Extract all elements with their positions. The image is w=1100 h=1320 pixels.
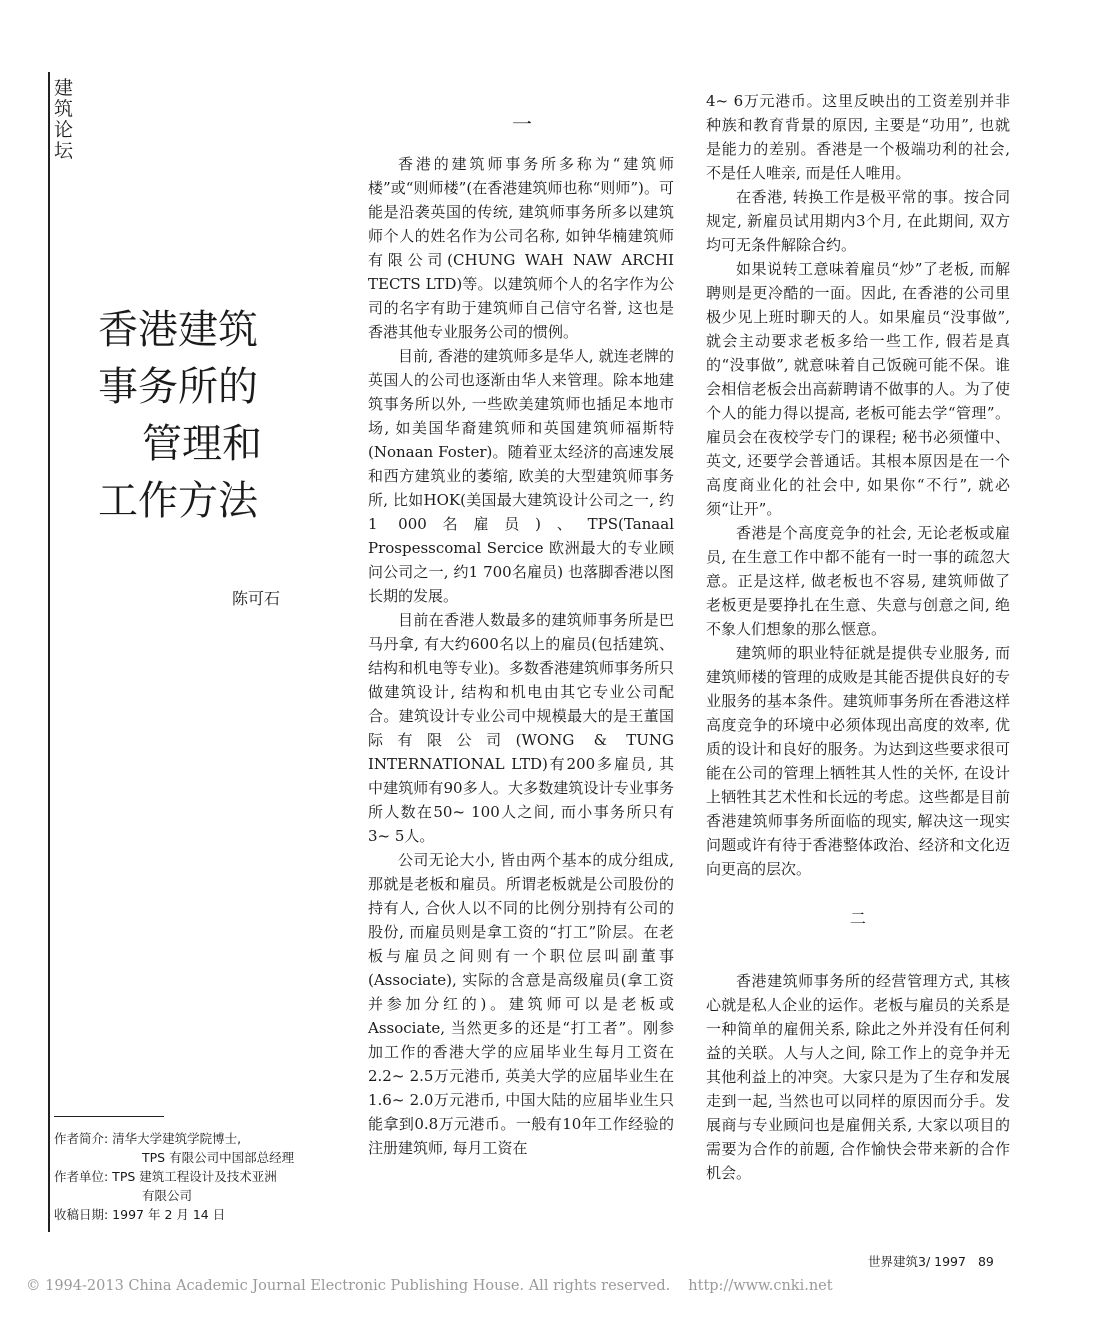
journal-issue: 世界建筑3/ 1997 <box>868 1254 966 1269</box>
footnote-line: TPS 有限公司中国部总经理 <box>142 1150 295 1165</box>
author-name: 陈可石 <box>232 589 281 608</box>
title-line: 事务所的 <box>98 364 258 410</box>
footnote-divider <box>54 1116 164 1117</box>
paragraph: 建筑师的职业特征就是提供专业服务, 而建筑师楼的管理的成败是其能否提供良好的专业服务的基本条件。建筑师事务所在香港这样高度竞争的环境中必须体现出高度的效率, 优质的设计和良好的服务。为达到这些要求很可能在公司的管理上牺牲其人性的关怀, 在设计上牺牲其艺术性和长远的考虑。这些都是目前香港建筑师事务所面临的现实, 解决这一现实问题或许有待于香港整体政治、经济和文化迈向更高的层次。 <box>706 644 1010 878</box>
paragraph: 如果说转工意味着雇员“炒”了老板, 而解聘则是更冷酷的一面。因此, 在香港的公司里极少见上班时聊天的人。如果雇员“没事做”, 就会主动要求老板多给一些工作, 假若是真的“没事做”, 就意味着自己饭碗可能不保。谁会相信老板会出高薪聘请不做事的人。为了使个人的能力得以提高, 老板可能去学“管理”。雇员会在夜校学专门的课程; 秘书必须懂中、英文, 还要学会普通话。其根本原因是在一个高度商业化的社会中, 如果你“不行”, 就必须“让开”。 <box>706 260 1010 518</box>
paragraph: 公司无论大小, 皆由两个基本的成分组成, 那就是老板和雇员。所谓老板就是公司股份的持有人, 合伙人以不同的比例分别持有公司的股份, 而雇员则是拿工资的“打工”阶层。在老板与雇员之间则有一个职位层叫副董事(Associate), 实际的含意是高级雇员(拿工资并参加分红的)。建筑师可以是老板或Associate, 当然更多的还是“打工者”。刚参加工作的香港大学的应届毕业生每月工资在2.2~ 2.5万元港币, 英美大学的应届毕业生在1.6~ 2.0万元港币, 中国大陆的应届毕业生只能拿到0.8万元港币。一般有10年工作经验的注册建筑师, 每月工资在 <box>368 851 674 1157</box>
middle-column <box>368 152 674 1160</box>
footnote-line: 有限公司 <box>142 1188 193 1203</box>
article-title <box>98 302 268 530</box>
paragraph: 在香港, 转换工作是极平常的事。按合同规定, 新雇员试用期内3个月, 在此期间, 双方均可无条件解除合约。 <box>706 188 1010 254</box>
paragraph: 4~ 6万元港币。这里反映出的工资差别并非种族和教育背景的原因, 主要是“功用”, 也就是能力的差别。香港是一个极端功利的社会, 不是任人唯亲, 而是任人唯用。 <box>706 92 1010 182</box>
copyright-line <box>26 1278 833 1294</box>
footnote-line: 作者单位: TPS 建筑工程设计及技术亚洲 <box>54 1169 277 1184</box>
author-footnotes <box>54 1129 344 1224</box>
section-one-heading: 一 <box>512 112 532 136</box>
paragraph: 香港的建筑师事务所多称为“建筑师楼”或“则师楼”(在香港建筑师也称“则师”)。可能是沿袭英国的传统, 建筑师事务所多以建筑师个人的姓名作为公司名称, 如钟华楠建筑师有限公司(CHUNG WAH NAW ARCHI TECTS LTD)等。以建筑师个人的名字作为公司的名字有助于建筑师自己信守名誉, 这也是香港其他专业服务公司的惯例。 <box>368 155 674 341</box>
section-tag: 建筑论坛 <box>54 77 74 162</box>
title-line: 管理和 <box>142 421 262 467</box>
running-footer <box>868 1252 994 1270</box>
margin-rule <box>48 72 50 1232</box>
paragraph: 香港建筑师事务所的经营管理方式, 其核心就是私人企业的运作。老板与雇员的关系是一种简单的雇佣关系, 除此之外并没有任何利益的关联。人与人之间, 除工作上的竞争并无其他利益上的冲突。大家只是为了生存和发展走到一起, 当然也可以同样的原因而分手。发展商与专业顾问也是雇佣关系, 大家以项目的需要为合作的前题, 合作愉快会带来新的合作机会。 <box>706 972 1010 1182</box>
paragraph: 目前, 香港的建筑师多是华人, 就连老牌的英国人的公司也逐渐由华人来管理。除本地建筑事务所以外, 一些欧美建筑师也插足本地市场, 如美国华裔建筑师和英国建筑师福斯特(Nonaan Foster)。随着亚太经济的高速发展和西方建筑业的萎缩, 欧美的大型建筑师事务所, 比如HOK(美国最大建筑设计公司之一, 约1 000名雇员)、TPS(Tanaal Prospesscomal Sercice 欧洲最大的专业顾问公司之一, 约1 700名雇员) 也落脚香港以图长期的发展。 <box>368 347 674 605</box>
right-column <box>706 89 1010 1185</box>
paragraph: 目前在香港人数最多的建筑师事务所是巴马丹拿, 有大约600名以上的雇员(包括建筑、结构和机电等专业)。多数香港建筑师事务所只做建筑设计, 结构和机电由其它专业公司配合。建筑设计专业公司中规模最大的是王董国际有限公司(WONG & TUNG INTERNATIONAL LTD)有200多雇员, 其中建筑师有90多人。大多数建筑设计专业事务所人数在50~ 100人之间, 而小事务所只有3~ 5人。 <box>368 611 674 845</box>
source-url: http://www.cnki.net <box>688 1278 833 1294</box>
title-line: 香港建筑 <box>98 307 258 353</box>
footnote-line: 作者简介: 清华大学建筑学院博士, <box>54 1131 242 1146</box>
title-line: 工作方法 <box>98 478 258 524</box>
footnote-line: 收稿日期: 1997 年 2 月 14 日 <box>54 1207 226 1222</box>
page-number: 89 <box>977 1254 994 1269</box>
paragraph: 香港是个高度竞争的社会, 无论老板或雇员, 在生意工作中都不能有一时一事的疏忽大意。正是这样, 做老板也不容易, 建筑师做了老板更是要挣扎在生意、失意与创意之间, 绝不象人们想象的那么惬意。 <box>706 524 1010 638</box>
copyright-notice: © 1994-2013 China Academic Journal Electronic Publishing House. All rights reserved. <box>26 1278 671 1294</box>
section-two-heading: 二 <box>849 909 866 928</box>
